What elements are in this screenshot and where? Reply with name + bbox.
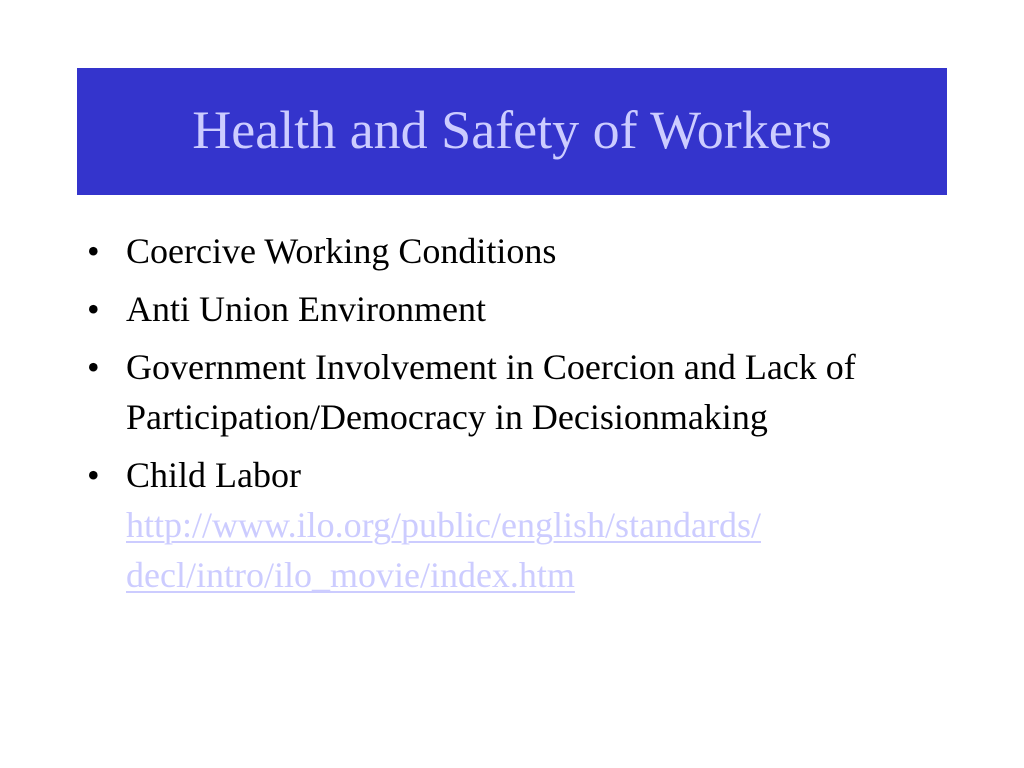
bullet-text: Coercive Working Conditions	[126, 231, 557, 271]
bullet-item-anti-union	[83, 284, 943, 334]
slide-title: Health and Safety of Workers	[192, 99, 832, 160]
bullet-marker: •	[87, 231, 100, 271]
ilo-link[interactable]	[126, 505, 761, 595]
bullet-marker: •	[87, 289, 100, 329]
bullet-text: Government Involvement in Coercion and Lack of Participation/Democracy in Decisionmaking	[126, 347, 856, 437]
bullet-marker: •	[87, 347, 100, 387]
ilo-link-line-2[interactable]: decl/intro/ilo_movie/index.htm	[126, 555, 575, 595]
bullet-text: Anti Union Environment	[126, 289, 486, 329]
bullet-marker: •	[87, 455, 100, 495]
bullet-list	[83, 226, 943, 608]
bullet-item-coercive-conditions	[83, 226, 943, 276]
title-banner	[77, 68, 947, 195]
bullet-text: Child Labor	[126, 455, 301, 495]
ilo-link-line-1[interactable]: http://www.ilo.org/public/english/standards/	[126, 505, 761, 545]
bullet-item-child-labor	[83, 450, 943, 600]
bullet-item-government-involvement	[83, 342, 943, 442]
